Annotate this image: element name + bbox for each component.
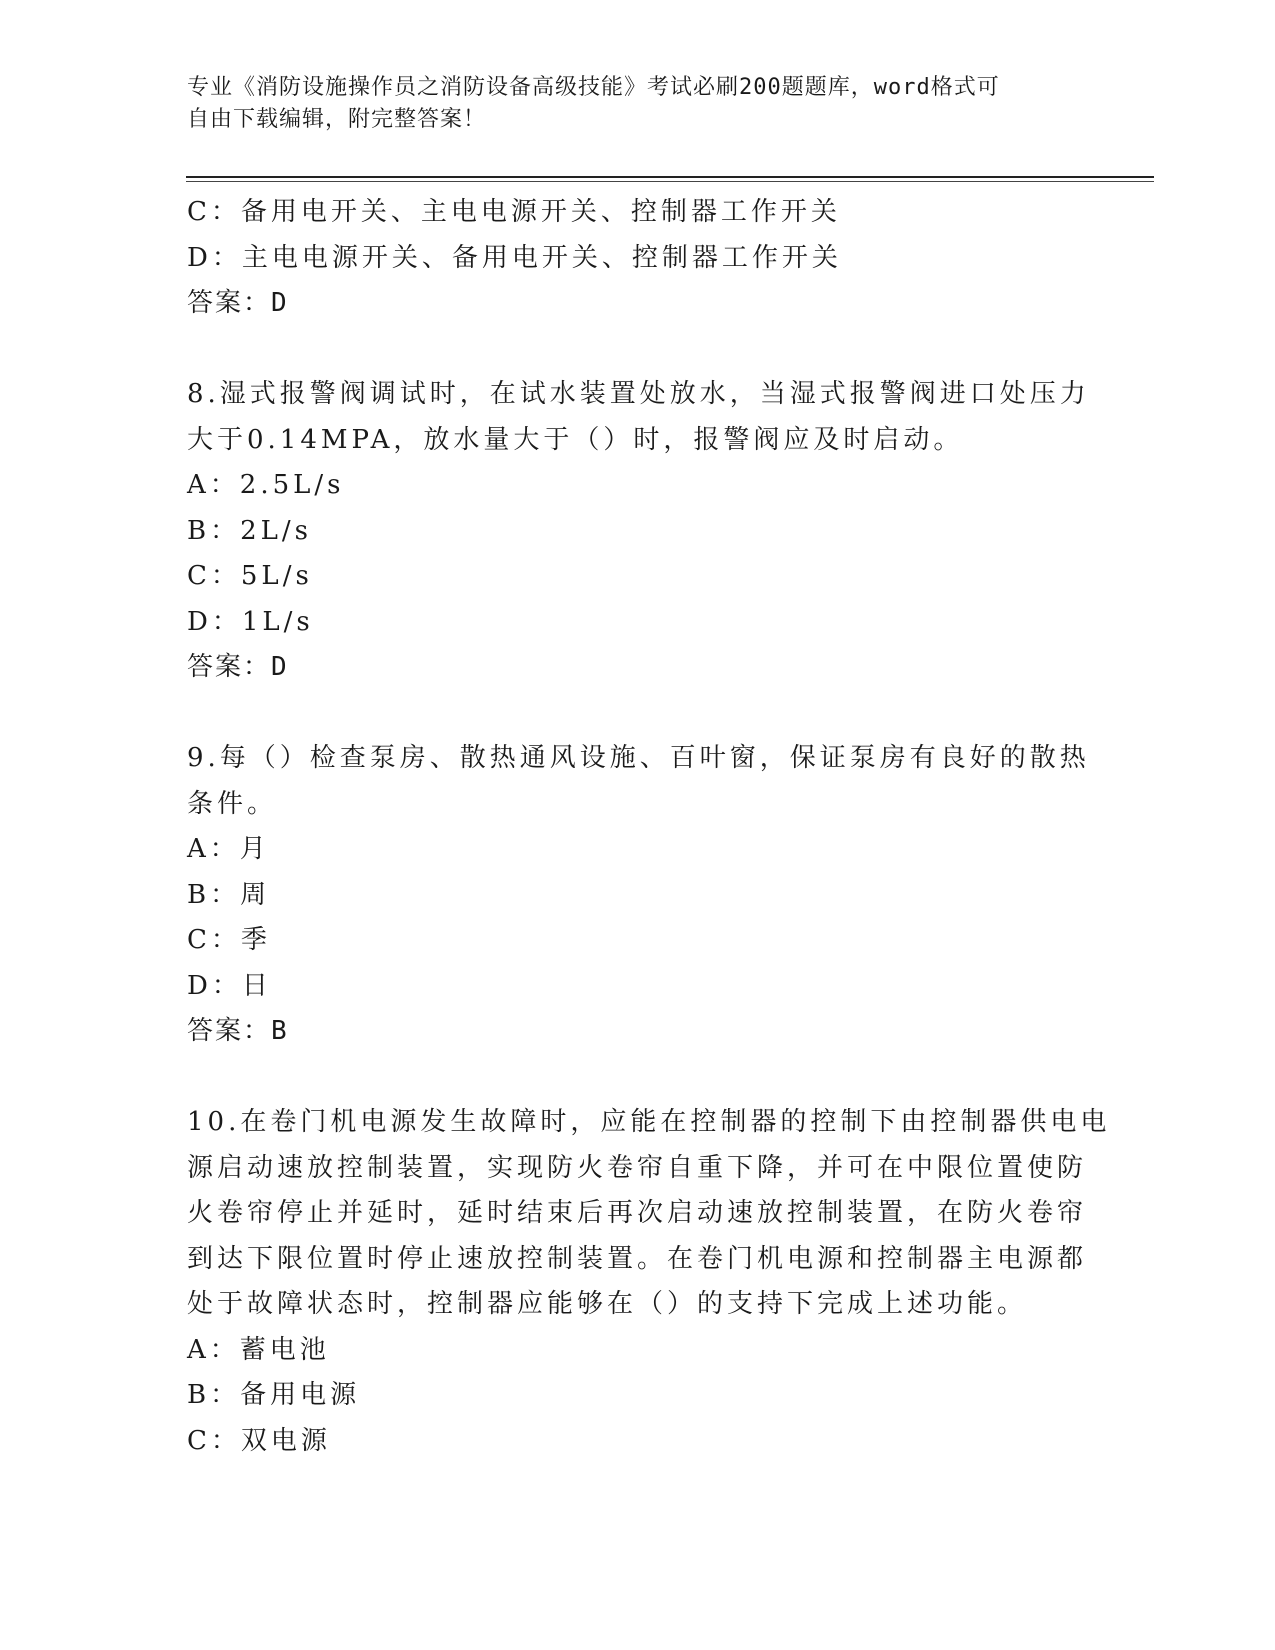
spacer <box>187 1055 1087 1101</box>
option-d: D：1L/s <box>187 606 314 637</box>
option-c: C：双电源 <box>187 1425 331 1456</box>
spacer <box>187 327 1087 373</box>
option-c: C：备用电开关、主电电源开关、控制器工作开关 <box>187 197 841 227</box>
document-body <box>187 190 1111 1464</box>
question-9 <box>187 736 1090 1055</box>
document-header <box>187 72 1067 136</box>
question-text-line: 处于故障状态时，控制器应能够在（）的支持下完成上述功能。 <box>187 1289 1028 1319</box>
option-c: C：5L/s <box>187 561 313 591</box>
option-a: A：蓄电池 <box>187 1334 330 1365</box>
option-b: B：周 <box>187 879 271 910</box>
option-b: B：2L/s <box>187 515 313 546</box>
option-c: C：季 <box>187 925 271 955</box>
header-divider-thin <box>186 181 1154 182</box>
option-a: A：月 <box>187 834 270 864</box>
header-divider-thick <box>186 176 1154 178</box>
answer-line: 答案：D <box>187 288 289 318</box>
question-text-line: 源启动速放控制装置，实现防火卷帘自重下降，并可在中限位置使防 <box>187 1152 1088 1183</box>
header-title-line-2: 自由下载编辑，附完整答案！ <box>187 107 487 132</box>
question-10 <box>187 1100 1111 1464</box>
question-text-line: 火卷帘停止并延时，延时结束后再次启动速放控制装置，在防火卷帘 <box>187 1198 1088 1228</box>
question-text-line: 9.每（）检查泵房、散热通风设施、百叶窗，保证泵房有良好的散热 <box>187 743 1090 773</box>
option-a: A：2.5L/s <box>187 470 345 500</box>
question-text-line: 10.在卷门机电源发生故障时，应能在控制器的控制下由控制器供电电 <box>187 1107 1111 1137</box>
question-text-line: 条件。 <box>187 788 278 819</box>
option-d: D：日 <box>187 970 272 1001</box>
header-title-line-1: 专业《消防设施操作员之消防设备高级技能》考试必刷200题题库，word格式可 <box>187 75 1000 100</box>
answer-line: 答案：D <box>187 652 289 682</box>
question-text-line: 8.湿式报警阀调试时，在试水装置处放水，当湿式报警阀进口处压力 <box>187 379 1090 409</box>
question-text-line: 到达下限位置时停止速放控制装置。在卷门机电源和控制器主电源都 <box>187 1243 1088 1274</box>
question-7-tail <box>187 190 1087 327</box>
option-b: B：备用电源 <box>187 1380 361 1410</box>
question-8 <box>187 372 1090 691</box>
option-d: D：主电电源开关、备用电开关、控制器工作开关 <box>187 242 842 273</box>
question-text-line: 大于0.14MPA，放水量大于（）时，报警阀应及时启动。 <box>187 424 964 455</box>
answer-line: 答案：B <box>187 1016 289 1046</box>
spacer <box>187 691 1087 737</box>
